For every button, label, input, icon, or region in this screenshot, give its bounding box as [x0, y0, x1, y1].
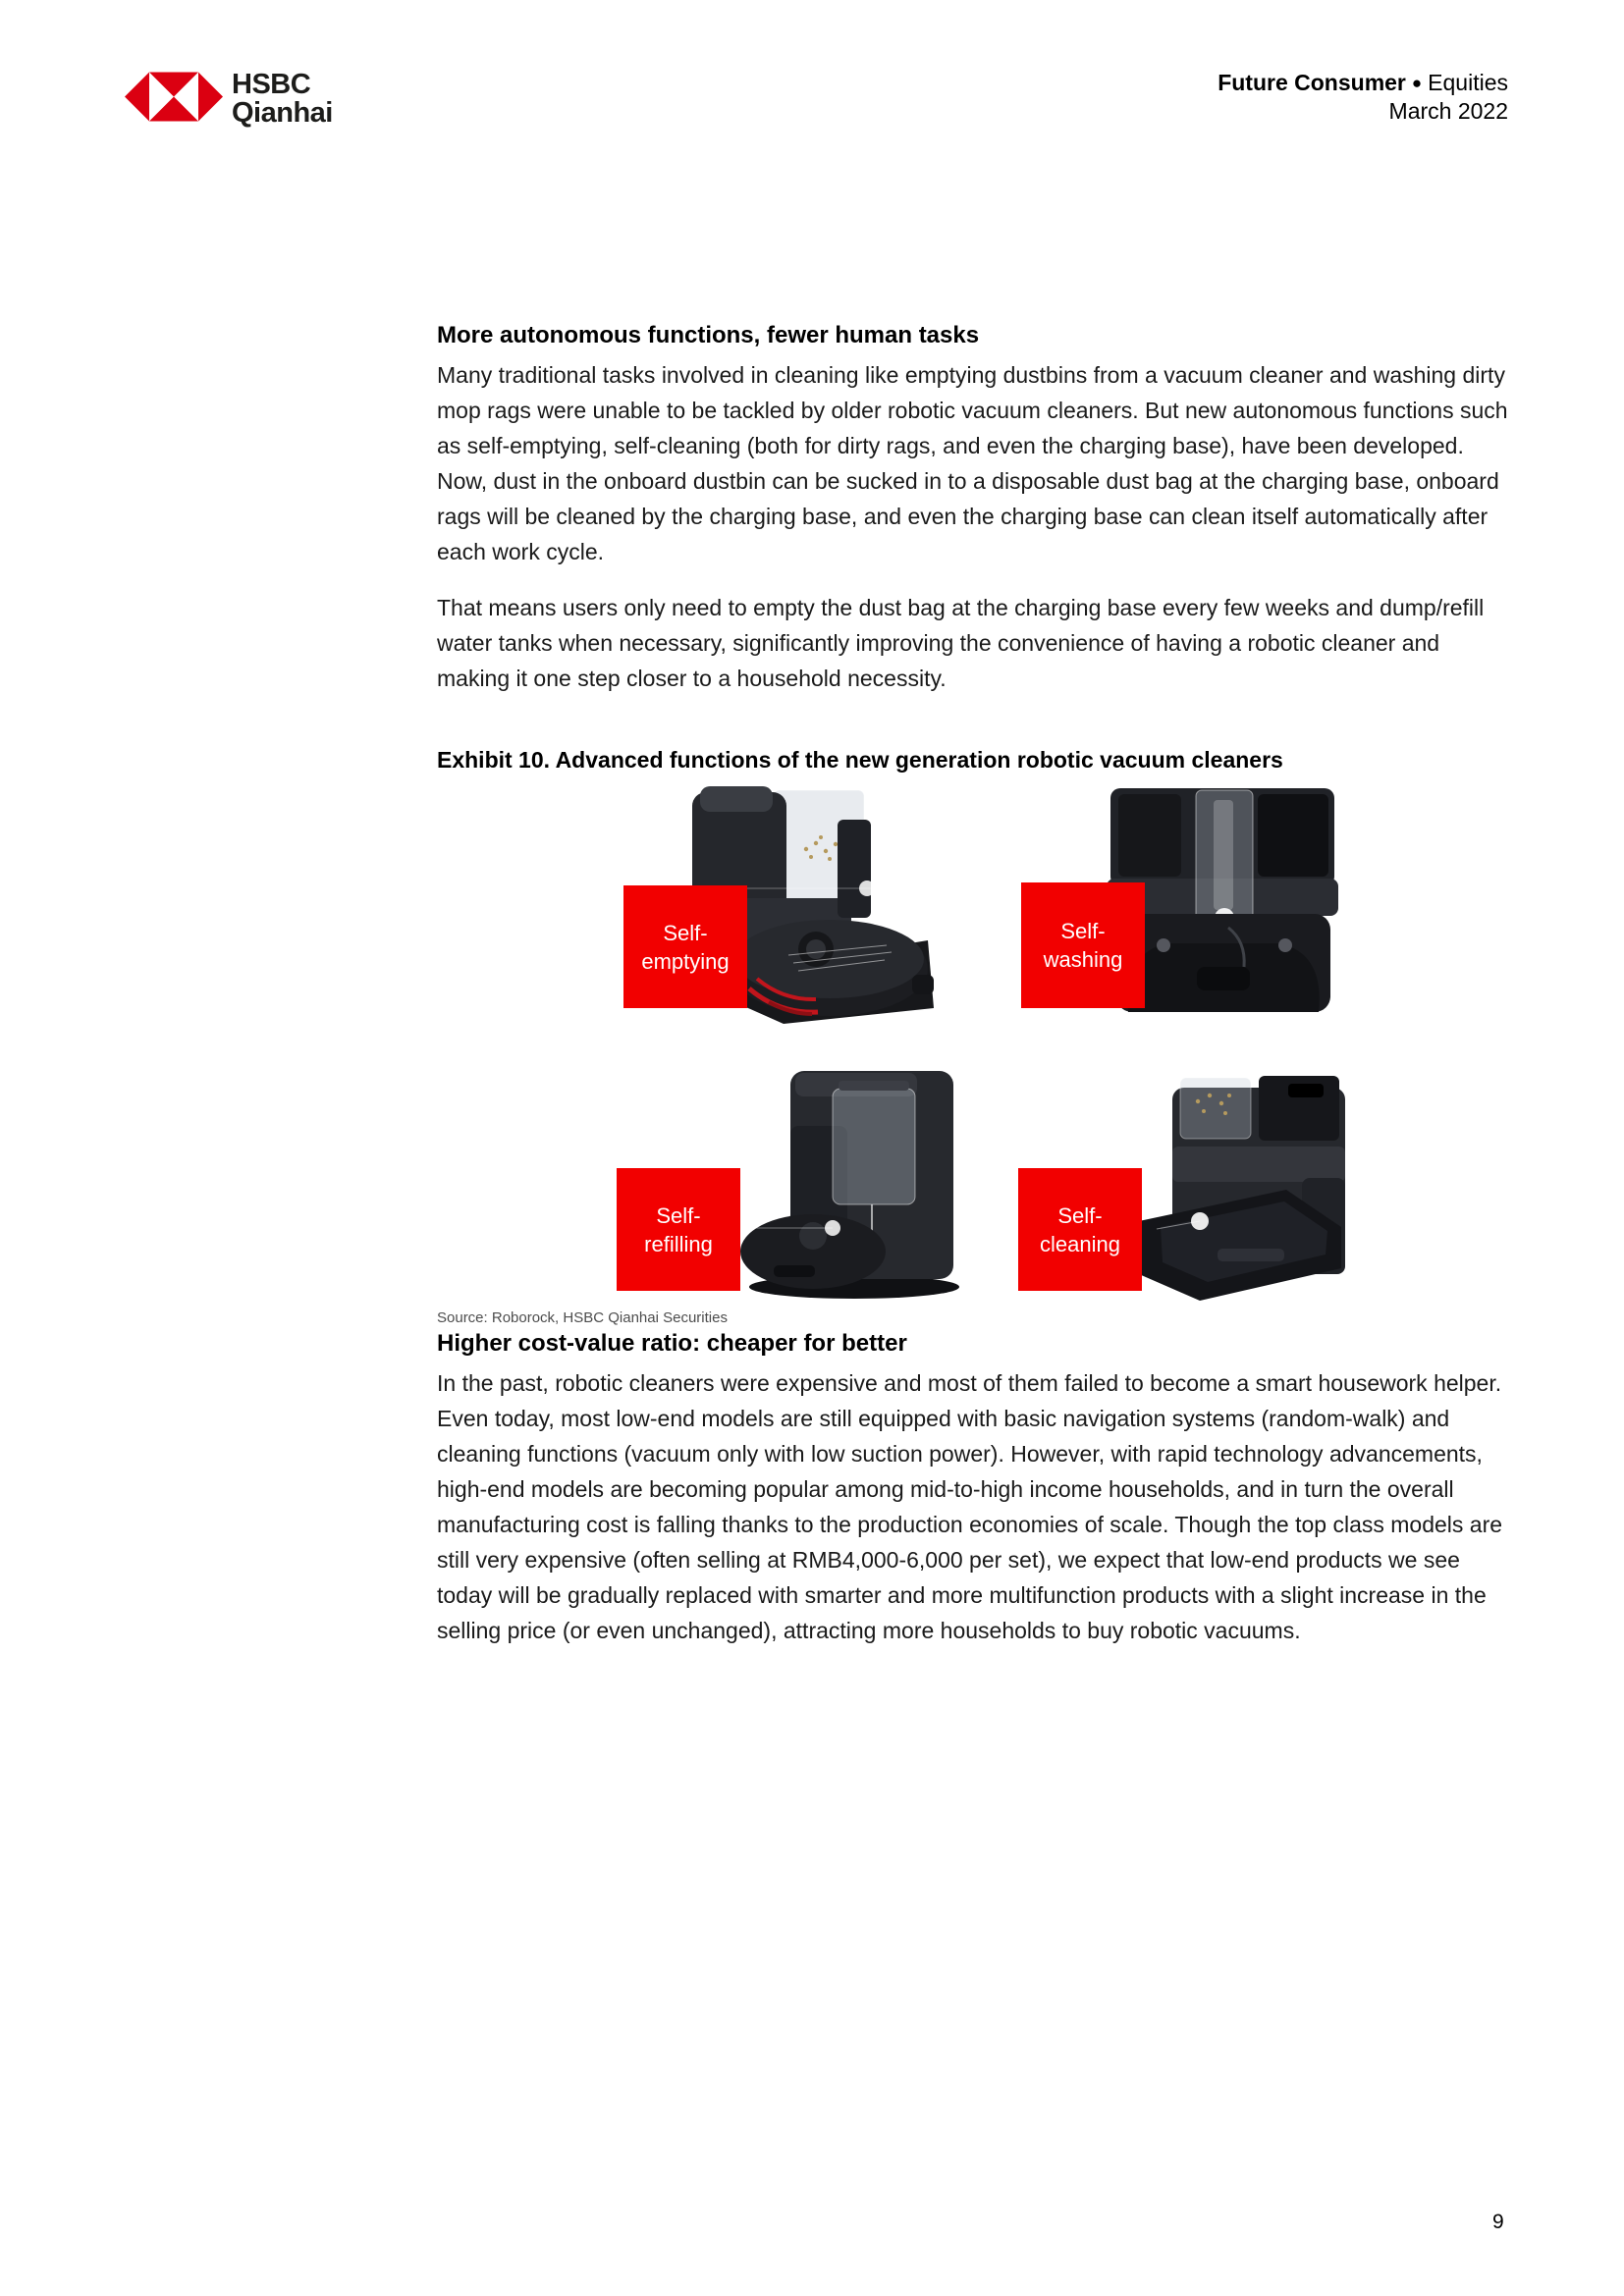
label-line2: refilling: [644, 1231, 713, 1256]
logo-brand-text: HSBC: [232, 69, 311, 100]
report-date: March 2022: [1388, 98, 1508, 124]
self-refilling-product-image: [736, 1065, 959, 1299]
hsbc-qianhai-logo: [125, 71, 333, 128]
section1-paragraph-1: Many traditional tasks involved in cleaning like emptying dustbins from a vacuum cleaner and washing dirty mop rags were unable to be tackled by older robotic vacuum cleaners. But new autonomous functions such as self-emptying, self-cleaning (both for dirty rags, and even the charging base), have been developed. Now, dust in the onboard dustbin can be sucked in to a disposable dust bag at the charging base, onboard rags will be cleaned by the charging base, and even the charging base can clean itself automatically after each work cycle.: [437, 362, 1508, 564]
section2-paragraph-1: In the past, robotic cleaners were expensive and most of them failed to become a smart housework helper. Even today, most low-end models are still equipped with basic navigation systems (random-walk) and cleaning functions (vacuum only with low suction power). However, with rapid technology advancements, high-end models are becoming popular among mid-to-high income households, and in turn the overall manufacturing cost is falling thanks to the production economies of scale. Though the top class models are still very expensive (often selling at RMB4,000-6,000 per set), we expect that low-end products we see today will be gradually replaced with smarter and more multifunction products with a slight increase in the selling price (or even unchanged), attracting more households to buy robotic vacuums.: [437, 1370, 1503, 1643]
section1-heading: More autonomous functions, fewer human tasks: [437, 322, 980, 348]
label-line1: Self-: [1057, 1202, 1103, 1228]
label-self-refilling: [617, 1168, 740, 1291]
logo-sub-text: Qianhai: [232, 97, 333, 129]
content-column: [437, 320, 1517, 1648]
report-asset-class: Equities: [1428, 70, 1508, 95]
dock-open-tray-illustration: [1139, 1072, 1352, 1303]
label-line1: Self-: [663, 920, 708, 945]
label-line1: Self-: [1060, 919, 1106, 943]
exhibit-source: Source: Roborock, HSBC Qianhai Securities: [437, 1309, 728, 1326]
label-self-emptying: [623, 885, 747, 1008]
logo-wordmark: [232, 71, 333, 128]
label-line2: cleaning: [1040, 1231, 1120, 1256]
label-line2: washing: [1043, 947, 1123, 972]
label-self-cleaning: [1018, 1168, 1142, 1291]
section1-paragraph-2: That means users only need to empty the dust bag at the charging base every few weeks and dump/refill water tanks when necessary, significantly improving the convenience of having a robotic cleaner and making it one step closer to a household necessity.: [437, 595, 1485, 691]
hsbc-hexagon-icon: [125, 71, 223, 123]
section2-heading: Higher cost-value ratio: cheaper for better: [437, 1330, 907, 1357]
self-cleaning-product-image: [1139, 1072, 1352, 1303]
report-header: [1218, 69, 1508, 126]
label-line2: emptying: [641, 948, 730, 974]
exhibit-title: Exhibit 10. Advanced functions of the new generation robotic vacuum cleaners: [437, 747, 1283, 773]
label-line1: Self-: [656, 1202, 701, 1228]
exhibit-figure: [437, 780, 1517, 1306]
report-series-line: [1218, 69, 1508, 97]
dock-water-tank-illustration: [736, 1065, 959, 1299]
bullet-separator-icon: ●: [1411, 74, 1423, 92]
report-series-title: Future Consumer: [1218, 70, 1406, 95]
label-self-washing: [1021, 882, 1145, 1008]
page-number: 9: [1492, 2211, 1504, 2233]
